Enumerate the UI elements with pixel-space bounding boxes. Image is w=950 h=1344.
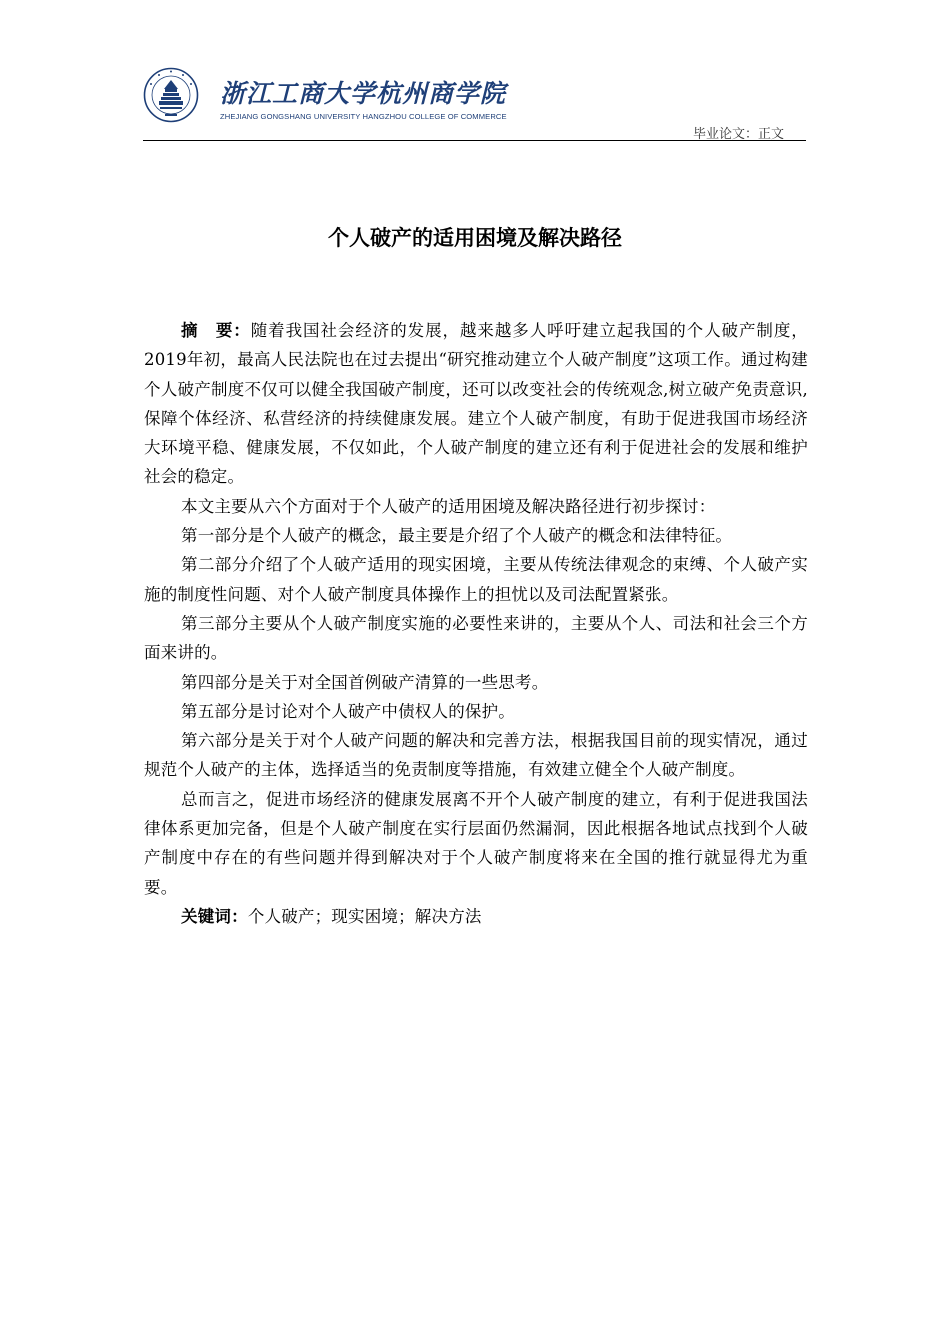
abstract-text: 随着我国社会经济的发展，越来越多人呼吁建立起我国的个人破产制度， 2019年初，最高人民法院也在过去提出“研究推动建立个人破产制度”这项工作。通过构建个人破产制度不仅可以健全我国破产制度，还可以改变社会的传统观念,树立破产免责意识,保障个体经济、私营经济的持续健康发展。建立个人破产制度，有助于促进我国市场经济大环境平稳、健康发展，不仅如此，个人破产制度的建立还有利于促进社会的发展和维护社会的稳定。 — [144, 321, 808, 487]
university-seal-icon — [143, 67, 199, 123]
paragraph-conclusion: 总而言之，促进市场经济的健康发展离不开个人破产制度的建立，有利于促进我国法律体系更加完备，但是个人破产制度在实行层面仍然漏洞，因此根据各地试点找到个人破产制度中存在的有些问题并得到解决对于个人破产制度将来在全国的推行就显得尤为重要。 — [144, 789, 808, 897]
abstract-lead: 摘 要： — [181, 321, 251, 340]
page-header — [143, 60, 806, 146]
university-logo-text — [220, 74, 507, 121]
keywords-lead: 关键词： — [181, 906, 248, 926]
logo-chinese-name: 浙江工商大学杭州商学院 — [220, 79, 507, 108]
keywords-text: 个人破产；现实困境；解决方法 — [247, 906, 482, 926]
paragraph-part-5: 第五部分是讨论对个人破产中债权人的保护。 — [181, 701, 515, 721]
paragraph-part-6: 第六部分是关于对个人破产问题的解决和完善方法，根据我国目前的现实情况，通过规范个人破产的主体，选择适当的免责制度等措施，有效建立健全个人破产制度。 — [144, 731, 808, 780]
paragraph-part-1: 第一部分是个人破产的概念，最主要是介绍了个人破产的概念和法律特征。 — [181, 526, 733, 546]
paragraph-intro: 本文主要从六个方面对于个人破产的适用困境及解决路径进行初步探讨： — [181, 496, 716, 516]
paragraph-part-4: 第四部分是关于对全国首例破产清算的一些思考。 — [181, 672, 549, 692]
header-divider — [143, 140, 806, 141]
paragraph-part-3: 第三部分主要从个人破产制度实施的必要性来讲的，主要从个人、司法和社会三个方面来讲的。 — [144, 613, 808, 663]
logo-english-name: ZHEJIANG GONGSHANG UNIVERSITY HANGZHOU COLLEGE OF COMMERCE — [220, 112, 507, 121]
header-section-label: 毕业论文：正文 — [692, 127, 784, 142]
paragraph-part-2: 第二部分介绍了个人破产适用的现实困境，主要从传统法律观念的束缚、个人破产实施的制度性问题、对个人破产制度具体操作上的担忧以及司法配置紧张。 — [144, 555, 808, 604]
keywords-paragraph — [144, 902, 808, 931]
paper-title: 个人破产的适用困境及解决路径 — [328, 226, 622, 250]
abstract-body — [144, 316, 808, 931]
abstract-paragraph — [144, 316, 808, 492]
